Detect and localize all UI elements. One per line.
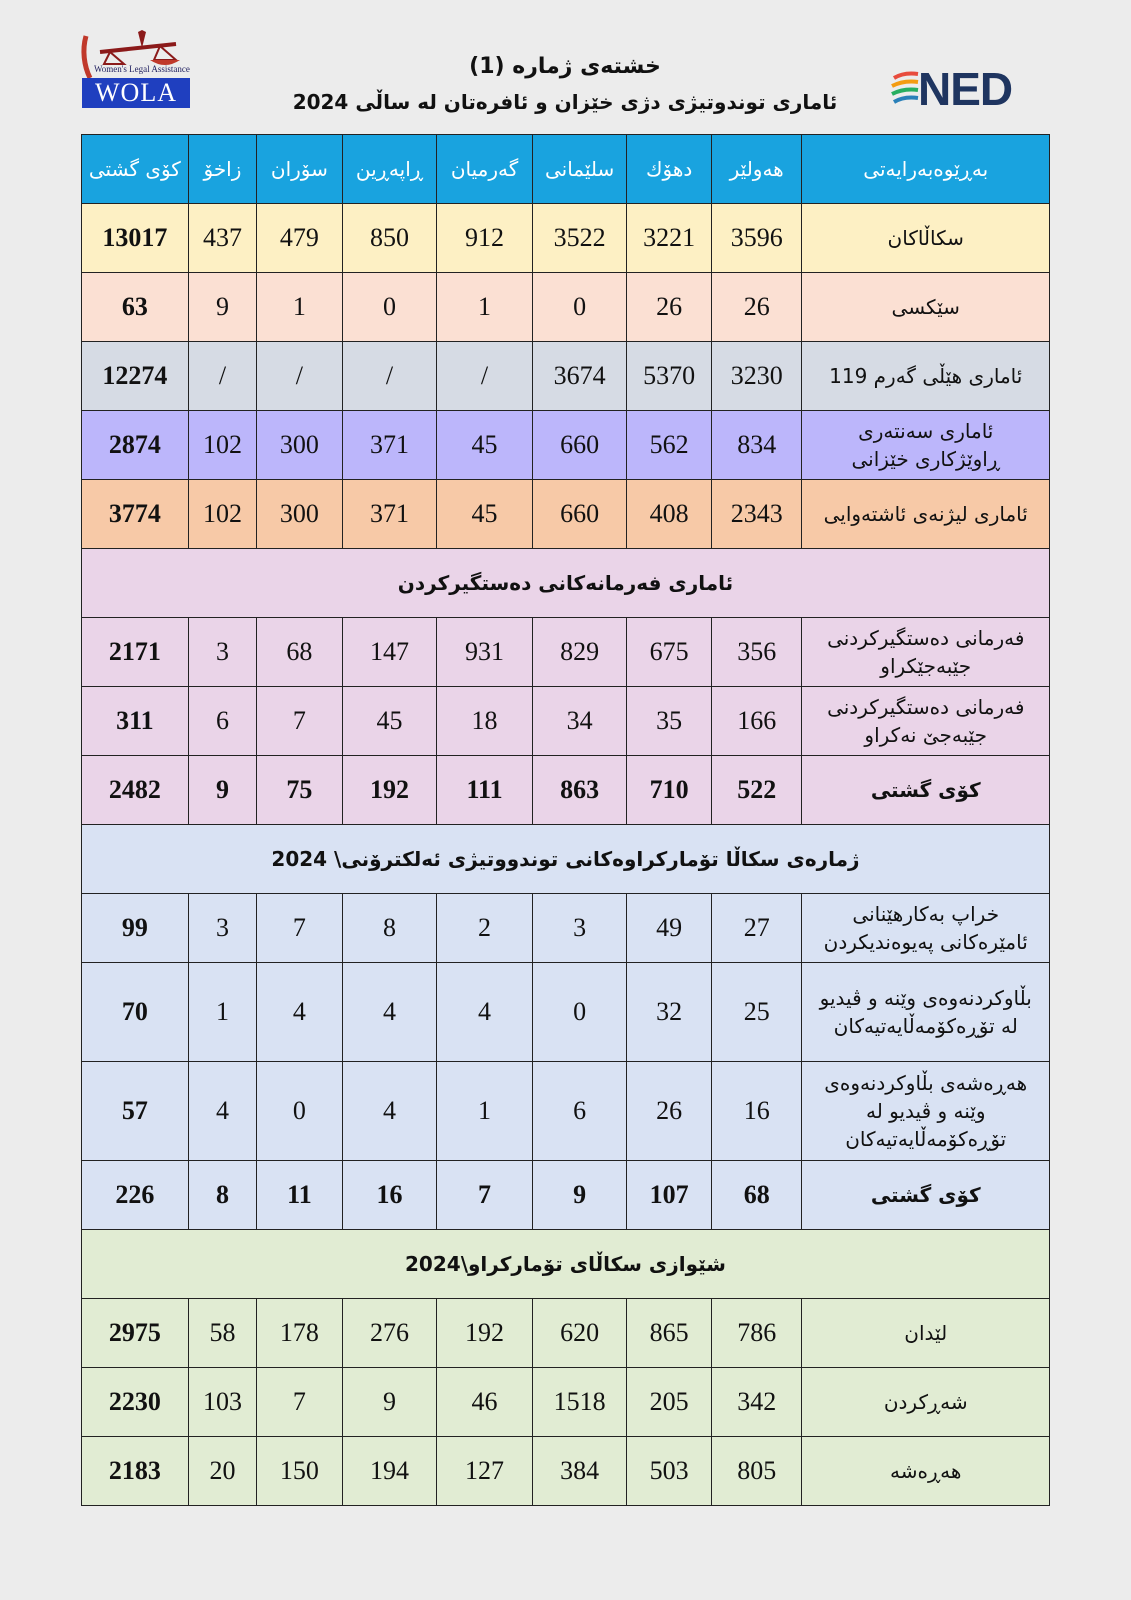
data-cell: 0: [532, 273, 627, 342]
column-header: بەڕێوەبەرایەتی: [802, 135, 1050, 204]
row-total-cell: 3774: [82, 480, 189, 549]
data-cell: 8: [188, 1161, 256, 1230]
ned-logo: [890, 64, 1030, 114]
data-cell: 27: [711, 894, 802, 963]
data-cell: 1: [437, 273, 533, 342]
data-cell: 35: [627, 687, 712, 756]
data-cell: 6: [188, 687, 256, 756]
data-cell: 68: [711, 1161, 802, 1230]
row-label: ئاماری لیژنەی ئاشتەوایی: [802, 480, 1050, 549]
data-cell: /: [188, 342, 256, 411]
data-cell: 150: [257, 1437, 343, 1506]
data-cell: 865: [627, 1299, 712, 1368]
data-cell: 371: [342, 411, 437, 480]
row-label: بڵاوکردنەوەی وێنە و ڤیدیو لە تۆڕەکۆمەڵایەتیەکان: [802, 963, 1050, 1062]
row-label: فەرمانی دەستگیرکردنی جێبەجێ نەکراو: [802, 687, 1050, 756]
column-header: ڕاپەڕین: [342, 135, 437, 204]
data-cell: 6: [532, 1062, 627, 1161]
page-header: [80, 30, 1050, 130]
data-cell: 863: [532, 756, 627, 825]
data-cell: 4: [342, 1062, 437, 1161]
data-cell: 46: [437, 1368, 533, 1437]
data-cell: /: [437, 342, 533, 411]
data-cell: 192: [342, 756, 437, 825]
data-cell: 3: [188, 894, 256, 963]
data-cell: 18: [437, 687, 533, 756]
data-cell: 371: [342, 480, 437, 549]
data-cell: 300: [257, 480, 343, 549]
row-total-cell: 13017: [82, 204, 189, 273]
data-cell: 437: [188, 204, 256, 273]
data-cell: 68: [257, 618, 343, 687]
data-cell: 829: [532, 618, 627, 687]
data-cell: 620: [532, 1299, 627, 1368]
table-row: [82, 618, 1050, 687]
data-cell: 805: [711, 1437, 802, 1506]
data-cell: 45: [342, 687, 437, 756]
table-row: [82, 1437, 1050, 1506]
row-total-cell: 311: [82, 687, 189, 756]
data-cell: 1518: [532, 1368, 627, 1437]
data-cell: /: [257, 342, 343, 411]
data-cell: 3: [532, 894, 627, 963]
row-total-cell: 2171: [82, 618, 189, 687]
data-cell: 127: [437, 1437, 533, 1506]
table-row: [82, 204, 1050, 273]
row-label: کۆی گشتی: [802, 756, 1050, 825]
data-cell: 34: [532, 687, 627, 756]
table-row: [82, 273, 1050, 342]
data-cell: 384: [532, 1437, 627, 1506]
data-cell: 103: [188, 1368, 256, 1437]
column-header: کۆی گشتی: [82, 135, 189, 204]
data-cell: 9: [532, 1161, 627, 1230]
data-cell: 834: [711, 411, 802, 480]
column-header: سلێمانی: [532, 135, 627, 204]
row-label: هەڕەشەی بڵاوکردنەوەی وێنە و ڤیدیو لە تۆڕەکۆمەڵایەتیەکان: [802, 1062, 1050, 1161]
column-header: سۆران: [257, 135, 343, 204]
data-cell: 178: [257, 1299, 343, 1368]
data-cell: 147: [342, 618, 437, 687]
table-row: [82, 894, 1050, 963]
table-row: [82, 1062, 1050, 1161]
data-cell: 342: [711, 1368, 802, 1437]
column-header: هەولێر: [711, 135, 802, 204]
row-label: ئاماری سەنتەری ڕاوێژکاری خێزانی: [802, 411, 1050, 480]
section-header-row: [82, 1230, 1050, 1299]
table-row: [82, 963, 1050, 1062]
data-cell: 7: [437, 1161, 533, 1230]
wola-logo: [80, 30, 192, 110]
data-cell: 276: [342, 1299, 437, 1368]
section-header-row: [82, 825, 1050, 894]
row-total-cell: 63: [82, 273, 189, 342]
data-cell: 45: [437, 480, 533, 549]
row-label: هەڕەشە: [802, 1437, 1050, 1506]
statistics-table: [81, 134, 1050, 1506]
data-cell: 522: [711, 756, 802, 825]
data-cell: 26: [711, 273, 802, 342]
data-cell: 2343: [711, 480, 802, 549]
data-cell: 16: [711, 1062, 802, 1161]
row-total-cell: 57: [82, 1062, 189, 1161]
data-cell: /: [342, 342, 437, 411]
ned-wordmark: NED: [918, 63, 1013, 115]
data-cell: 660: [532, 411, 627, 480]
data-cell: 4: [437, 963, 533, 1062]
table-row: [82, 480, 1050, 549]
row-total-cell: 2482: [82, 756, 189, 825]
data-cell: 3221: [627, 204, 712, 273]
data-cell: 479: [257, 204, 343, 273]
ned-swoosh-icon: [890, 70, 920, 110]
data-cell: 16: [342, 1161, 437, 1230]
row-label: ئاماری هێڵی گەرم 119: [802, 342, 1050, 411]
row-label: فەرمانی دەستگیرکردنی جێبەجێکراو: [802, 618, 1050, 687]
wola-wordmark: WOLA: [82, 78, 190, 108]
data-cell: 205: [627, 1368, 712, 1437]
data-cell: 503: [627, 1437, 712, 1506]
data-cell: 3596: [711, 204, 802, 273]
row-label: کۆی گشتی: [802, 1161, 1050, 1230]
data-cell: 9: [342, 1368, 437, 1437]
row-total-cell: 2230: [82, 1368, 189, 1437]
column-header: دهۆك: [627, 135, 712, 204]
data-cell: 194: [342, 1437, 437, 1506]
data-cell: 4: [188, 1062, 256, 1161]
data-cell: 75: [257, 756, 343, 825]
data-cell: 0: [342, 273, 437, 342]
data-cell: 356: [711, 618, 802, 687]
data-cell: 850: [342, 204, 437, 273]
table-row: [82, 342, 1050, 411]
data-cell: 710: [627, 756, 712, 825]
title-block: [230, 50, 900, 120]
data-cell: 32: [627, 963, 712, 1062]
data-cell: 1: [257, 273, 343, 342]
data-cell: 786: [711, 1299, 802, 1368]
data-cell: 408: [627, 480, 712, 549]
data-cell: 9: [188, 273, 256, 342]
table-number-title: خشتەی ژمارە (1): [469, 54, 661, 79]
row-label: سێکسی: [802, 273, 1050, 342]
data-cell: 0: [532, 963, 627, 1062]
wola-subtitle: Women's Legal Assistance: [94, 64, 190, 74]
data-cell: 4: [257, 963, 343, 1062]
data-cell: 3674: [532, 342, 627, 411]
table-row: [82, 687, 1050, 756]
row-total-cell: 2975: [82, 1299, 189, 1368]
table-row: [82, 411, 1050, 480]
data-cell: 562: [627, 411, 712, 480]
data-cell: 45: [437, 411, 533, 480]
data-cell: 3522: [532, 204, 627, 273]
row-total-cell: 99: [82, 894, 189, 963]
data-cell: 26: [627, 1062, 712, 1161]
data-cell: 58: [188, 1299, 256, 1368]
row-total-cell: 2874: [82, 411, 189, 480]
column-header: زاخۆ: [188, 135, 256, 204]
data-cell: 7: [257, 894, 343, 963]
table-row: [82, 1368, 1050, 1437]
data-cell: 107: [627, 1161, 712, 1230]
row-total-cell: 2183: [82, 1437, 189, 1506]
data-cell: 102: [188, 411, 256, 480]
table-row: [82, 1161, 1050, 1230]
data-cell: 102: [188, 480, 256, 549]
data-cell: 1: [188, 963, 256, 1062]
data-cell: 111: [437, 756, 533, 825]
table-row: [82, 756, 1050, 825]
data-cell: 25: [711, 963, 802, 1062]
row-label: لێدان: [802, 1299, 1050, 1368]
data-cell: 7: [257, 687, 343, 756]
section-title: شێوازی سکاڵای تۆمارکراو\2024: [82, 1230, 1050, 1299]
data-cell: 8: [342, 894, 437, 963]
row-label: شەڕکردن: [802, 1368, 1050, 1437]
data-cell: 5370: [627, 342, 712, 411]
data-cell: 26: [627, 273, 712, 342]
data-cell: 20: [188, 1437, 256, 1506]
data-cell: 912: [437, 204, 533, 273]
data-cell: 11: [257, 1161, 343, 1230]
report-title: ئاماری توندوتیژی دژی خێزان و ئافرەتان لە ساڵی 2024: [292, 90, 838, 114]
data-cell: 166: [711, 687, 802, 756]
data-cell: 300: [257, 411, 343, 480]
data-cell: 9: [188, 756, 256, 825]
data-cell: 4: [342, 963, 437, 1062]
row-label: خراپ بەکارهێنانی ئامێرەکانی پەیوەندیکردن: [802, 894, 1050, 963]
data-cell: 3230: [711, 342, 802, 411]
section-title: ئاماری فەرمانەکانی دەستگیرکردن: [82, 549, 1050, 618]
table-row: [82, 1299, 1050, 1368]
data-cell: 1: [437, 1062, 533, 1161]
row-total-cell: 226: [82, 1161, 189, 1230]
data-cell: 660: [532, 480, 627, 549]
data-cell: 2: [437, 894, 533, 963]
row-total-cell: 70: [82, 963, 189, 1062]
data-cell: 0: [257, 1062, 343, 1161]
row-label: سکاڵاکان: [802, 204, 1050, 273]
section-title: ژمارەی سکاڵا تۆمارکراوەکانی توندووتیژی ئەلکترۆنی\ 2024: [82, 825, 1050, 894]
data-cell: 7: [257, 1368, 343, 1437]
section-header-row: [82, 549, 1050, 618]
data-cell: 3: [188, 618, 256, 687]
data-cell: 931: [437, 618, 533, 687]
column-header: گەرمیان: [437, 135, 533, 204]
data-cell: 49: [627, 894, 712, 963]
data-cell: 192: [437, 1299, 533, 1368]
row-total-cell: 12274: [82, 342, 189, 411]
table-header-row: [82, 135, 1050, 204]
data-cell: 675: [627, 618, 712, 687]
